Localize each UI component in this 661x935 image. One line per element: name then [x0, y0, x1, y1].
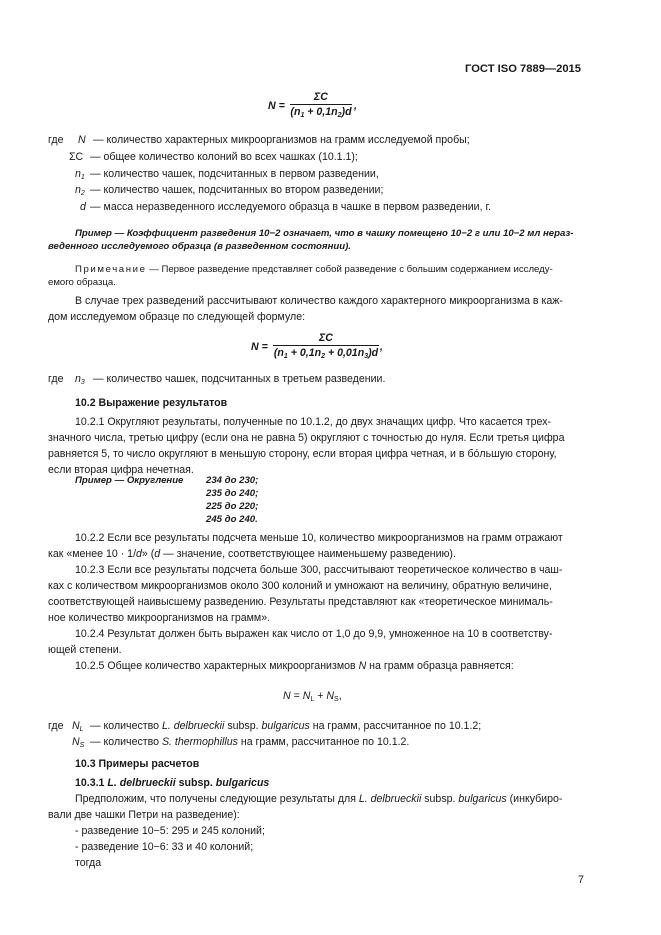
where3-desc-NS-pre: — количество: [90, 736, 162, 748]
where3-desc-NS-post: на грамм, рассчитанное по 10.1.2.: [237, 736, 410, 748]
p-10-2-4-line2: ющей степени.: [48, 644, 122, 656]
page-number: 7: [578, 874, 584, 886]
formula1-punct: ,: [354, 100, 357, 112]
p-10-2-1-line1: 10.2.1 Округляют результаты, полученные по 10.1.2, до двух значащих цифр. Что касается трех-: [75, 416, 552, 428]
where-desc-n1: — количество чашек, подсчитанных в первом разведении,: [90, 168, 379, 180]
note-text: — Первое разведение представляет собой разведение с большим содержанием исследу-: [146, 264, 553, 275]
standard-header: ГОСТ ISO 7889—2015: [465, 63, 581, 75]
p-10-3-1-line1: [75, 792, 562, 807]
section-10-3-1-species: L. delbrueckii: [107, 777, 176, 789]
example-round-value: 225 до 220;: [206, 501, 259, 512]
section-10-3-1-species2: bulgaricus: [215, 777, 270, 789]
example1-line1: Пример — Коэффициент разведения 10−2 означает, что в чашку помещено 10−2 г или 10−2 мл нераз-: [75, 228, 574, 239]
where-desc-sumC: — общее количество колоний во всех чашках (10.1.1);: [90, 151, 358, 163]
p-10-3-1-mid: subsp.: [421, 793, 459, 805]
note-line1: [75, 263, 553, 277]
where2-desc: — количество чашек, подсчитанных в третьем разведении.: [93, 373, 386, 385]
formula3: $N = N_L + N_S$,: [283, 690, 342, 703]
where3-species2-NL: bulgaricus: [261, 720, 310, 732]
formula2-denominator: $(n_1 + 0,1n_2 + 0,01n_3)d$: [273, 347, 379, 360]
formula2-punct: ,: [380, 341, 383, 353]
formula1-numerator: ΣC: [314, 91, 328, 103]
example-round-value: 234 до 230;: [206, 475, 259, 486]
bullet-dilution-1: - разведение 10−5: 295 и 245 колоний;: [75, 825, 265, 837]
where-word: где: [48, 134, 64, 146]
where-desc-N: — количество характерных микроорганизмов на грамм исследуемой пробы;: [93, 134, 470, 146]
where-sym-N: N: [78, 134, 86, 146]
note-line2: емого образца.: [48, 277, 116, 288]
p-10-2-3-line2: ках с количеством микроорганизмов около 300 колоний и умножают на величину, обратную величине,: [48, 580, 552, 592]
p-10-3-1-species2: bulgaricus: [458, 793, 507, 805]
p-10-3-1-line2: вали две чашки Петри на разведение):: [48, 809, 240, 821]
where3-desc-NS: [90, 735, 409, 750]
section-10-3-1-mid: subsp.: [175, 777, 216, 789]
p-10-3-1-species: L. delbrueckii: [358, 793, 422, 805]
p-10-2-4-line1: 10.2.4 Результат должен быть выражен как число от 1,0 до 9,9, умноженное на 10 в соответству-: [75, 628, 553, 640]
where-sym-n2: $n_2$: [75, 184, 85, 197]
where3-desc-NL-pre: — количество: [90, 720, 162, 732]
p-10-2-5-line1: 10.2.5 Общее количество характерных микроорганизмов N на грамм образца равняется:: [75, 660, 514, 672]
p-10-2-1-line2: значного числа, третью цифру (если она не равна 5) округляют с точностью до нуля. Если третья цифра: [48, 432, 565, 444]
where2-word: где: [48, 373, 64, 385]
p-10-2-1-line3: равняется 5, то число округляют в меньшую сторону, если вторая цифра четная, и в бо́льшую сторону,: [48, 448, 557, 460]
example-round-value: 245 до 240.: [206, 514, 258, 525]
p-10-2-2-line1: 10.2.2 Если все результаты подсчета меньше 10, количество микроорганизмов на грамм отражают: [75, 532, 563, 544]
p-10-2-1-line4: если вторая цифра нечетная.: [48, 464, 194, 476]
where3-desc-NL-post: на грамм, рассчитанное по 10.1.2;: [309, 720, 482, 732]
where-sym-n1: $n_1$: [75, 168, 85, 181]
formula1-fraction: [290, 90, 352, 123]
where3-species-NL: L. delbrueckii: [161, 720, 225, 732]
section-10-3-title: 10.3 Примеры расчетов: [75, 758, 200, 770]
where3-word: где: [48, 720, 64, 732]
example1-line2: веденного исследуемого образца (в разведенном состоянии).: [48, 241, 351, 252]
where3-sym-NS: $N_S$: [72, 736, 85, 749]
where-desc-n2: — количество чашек, подсчитанных во втором разведении;: [90, 184, 384, 196]
formula2-numerator: ΣC: [319, 332, 333, 344]
formula1-lhs: N =: [268, 100, 285, 112]
where3-species-NS: S. thermophillus: [161, 736, 238, 748]
where3-desc-NL: [90, 719, 481, 734]
p-10-2-2-line2: как «менее 10 · 1/d» (d — значение, соответствующее наименьшему разведению).: [48, 548, 456, 560]
then-word: тогда: [75, 857, 102, 869]
where-sym-sumC: ΣC: [69, 151, 84, 163]
p-10-2-3-line4: ное количество микроорганизмов на грамм».: [48, 612, 271, 624]
p-10-2-3-line1: 10.2.3 Если все результаты подсчета больше 300, рассчитывают теоретическое количество в чаш-: [75, 564, 563, 576]
where-sym-d: d: [80, 201, 86, 213]
p-10-2-3-line3: соответствующей наивысшему разведению. Результаты представляют как «теоретическое минималь-: [48, 596, 553, 608]
formula1-denominator: $(n_1 + 0,1n_2)d$: [290, 106, 352, 119]
where3-mid-NL: subsp.: [224, 720, 262, 732]
example-round-value: 235 до 240;: [206, 488, 259, 499]
p-10-3-1-pre: Предположим, что получены следующие результаты для: [75, 793, 359, 805]
where2-sym-n3: $n_3$: [75, 373, 85, 386]
para-three-line2: дом исследуемом образце по следующей формуле:: [48, 311, 306, 323]
example-round-label: Пример — Округление: [75, 475, 184, 486]
bullet-dilution-2: - разведение 10−6: 33 и 40 колоний;: [75, 841, 254, 853]
section-10-2-title: 10.2 Выражение результатов: [75, 397, 228, 409]
section-10-3-1-num: 10.3.1: [75, 777, 108, 789]
where3-sym-NL: $N_L$: [72, 720, 84, 733]
p-10-3-1-post: (инкубиро-: [506, 793, 563, 805]
para-three-line1: В случае трех разведений рассчитывают количество каждого характерного микроорганизма в каж-: [75, 295, 563, 307]
formula2-fraction: [273, 331, 379, 364]
formula2-lhs: N =: [251, 341, 268, 353]
where-desc-d: — масса неразведенного исследуемого образца в чашке в первом разведении, г.: [90, 201, 491, 213]
section-10-3-1-title: [75, 776, 269, 791]
note-label: Примечание: [75, 264, 147, 275]
